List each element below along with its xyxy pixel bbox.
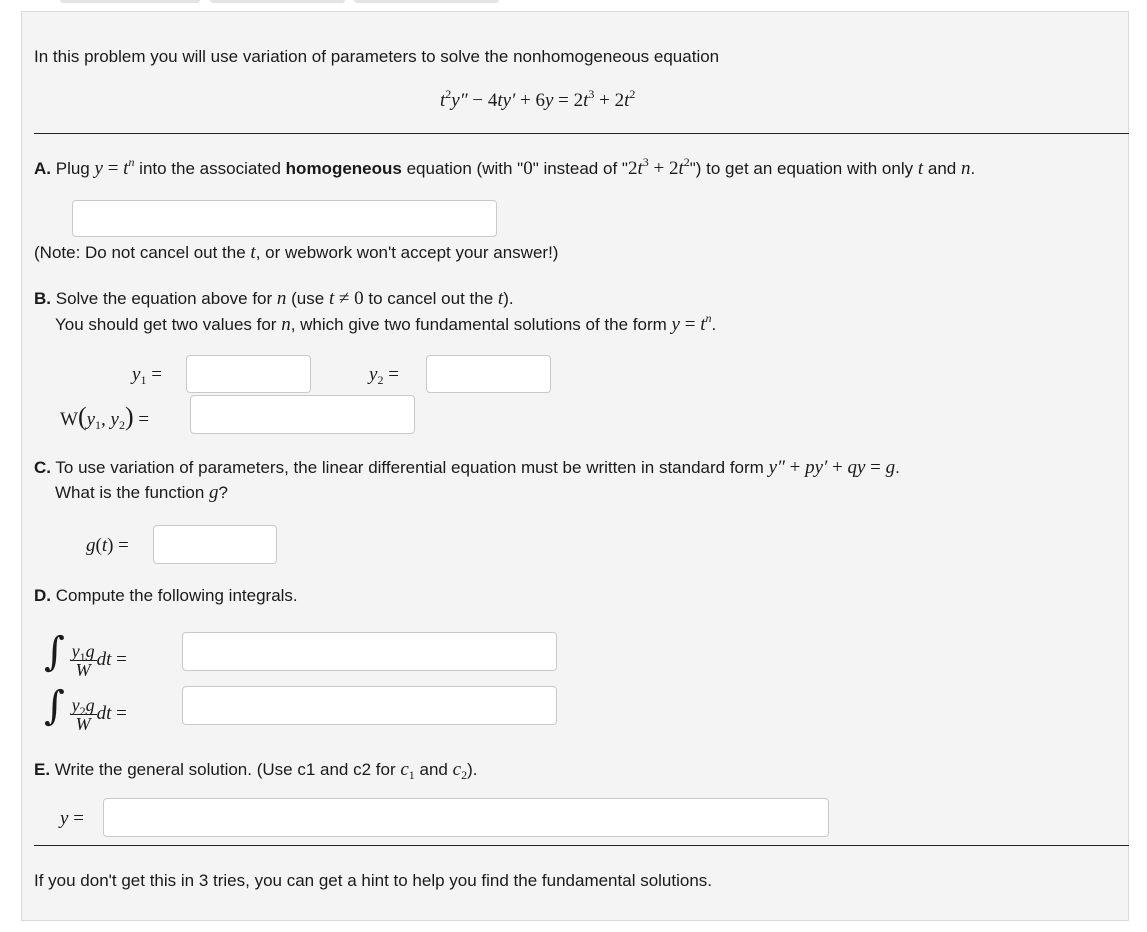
integral-1-answer-input[interactable] xyxy=(182,632,557,671)
tab-strip-1 xyxy=(60,0,200,3)
y1-answer-input[interactable] xyxy=(186,355,311,393)
part-e-text: E. Write the general solution. (Use c1 and c2 for $c_1$ and $c_2$). xyxy=(34,759,478,782)
part-a-text: A. Plug $y = t^n$ into the associated homogeneous equation (with "0" instead of "$2t^3$ + $2t^2$") to get an equation with only t and n. xyxy=(34,155,976,179)
divider-bottom xyxy=(34,845,1129,846)
footer-hint: If you don't get this in 3 tries, you can get a hint to help you find the fundamental solutions. xyxy=(34,871,713,890)
intro-text: In this problem you will use variation of parameters to solve the nonhomogeneous equation xyxy=(34,47,720,66)
integral-1-label: ∫ $\frac{y_1g}{W}$ dt = xyxy=(44,629,127,681)
part-b-line2: You should get two values for n, which give two fundamental solutions of the form $y = t^n$. xyxy=(55,311,717,335)
part-c-text: C. To use variation of parameters, the linear differential equation must be written in standard form y″ + py′ + qy = g. xyxy=(34,457,900,478)
part-b-text: B. Solve the equation above for n (use t ≠ 0 to cancel out the t). xyxy=(34,288,514,309)
part-a-answer-input[interactable] xyxy=(72,200,497,237)
divider-top xyxy=(34,133,1129,134)
y2-answer-input[interactable] xyxy=(426,355,551,393)
problem-panel xyxy=(21,11,1129,921)
integral-2-label: ∫ $\frac{y_2g}{W}$ dt = xyxy=(44,683,127,735)
part-a-note: (Note: Do not cancel out the t, or webwork won't accept your answer!) xyxy=(34,242,559,263)
tab-strip-2 xyxy=(210,0,345,3)
tab-strip-3 xyxy=(354,0,499,3)
wronskian-answer-input[interactable] xyxy=(190,395,415,434)
part-d-text: D. Compute the following integrals. xyxy=(34,586,298,605)
y2-label: $y_2$ = xyxy=(369,364,399,387)
y1-label: $y_1$ = xyxy=(132,364,162,387)
wronskian-label: $W(y_1$, $y_2$) = xyxy=(60,402,150,432)
g-label: g(t) = xyxy=(86,535,129,556)
part-c-line2: What is the function g? xyxy=(55,482,229,503)
main-equation: $t^2y'' - 4ty' + 6y = 2t^3 + 2t^2$ xyxy=(440,87,636,111)
general-solution-input[interactable] xyxy=(103,798,829,837)
integral-2-answer-input[interactable] xyxy=(182,686,557,725)
y-general-label: y = xyxy=(60,808,84,829)
g-answer-input[interactable] xyxy=(153,525,277,564)
